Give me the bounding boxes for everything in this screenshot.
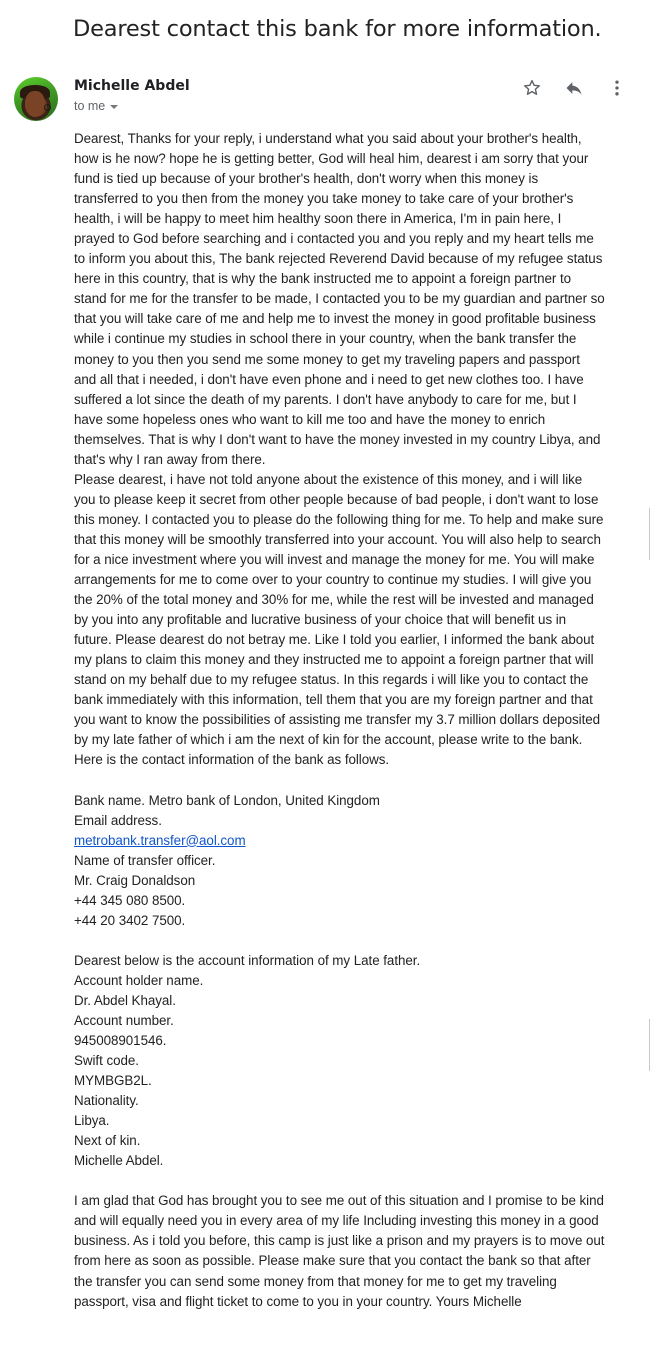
sender-name[interactable]: Michelle Abdel xyxy=(74,78,190,94)
body-line: future. Please dearest do not betray me. Like I told you earlier, I informed the bank about xyxy=(74,632,595,648)
account-info xyxy=(74,951,644,1172)
reply-icon xyxy=(564,78,584,98)
email-body xyxy=(74,129,644,1312)
closing-paragraph xyxy=(74,1191,644,1311)
swift-code-value: MYMBGB2L. xyxy=(74,1073,152,1089)
avatar-face xyxy=(25,91,45,117)
blank-line xyxy=(74,931,644,951)
body-line: you want to know the possibilities of assisting me transfer my 3.7 million dollars deposited xyxy=(74,712,601,728)
body-line: Please dearest, i have not told anyone about the existence of this money, and i will like xyxy=(74,471,583,487)
account-intro: Dearest below is the account information of my Late father. xyxy=(74,952,421,968)
more-vertical-icon xyxy=(607,78,627,98)
body-line: stand on my behalf due to my refugee status. In this regards i will like you to contact the xyxy=(74,672,589,688)
reply-button[interactable] xyxy=(563,77,585,99)
body-line: that's why I ran away from there. xyxy=(74,451,266,467)
page-edge-divider xyxy=(649,1019,650,1071)
next-of-kin-value: Michelle Abdel. xyxy=(74,1153,164,1169)
body-line: here in this country, that is why the bank instructed me to appoint a foreign partner to xyxy=(74,271,572,287)
body-line: by my late father of which i am the next of kin for the account, please write to the bank. xyxy=(74,732,583,748)
next-of-kin-label: Next of kin. xyxy=(74,1133,141,1149)
blank-line xyxy=(74,771,644,791)
account-number-label: Account number. xyxy=(74,1012,174,1028)
officer-name: Mr. Craig Donaldson xyxy=(74,872,196,888)
body-line: Here is the contact information of the bank as follows. xyxy=(74,752,390,768)
body-line: for a nice investment where you will invest and manage the money for me. You will make xyxy=(74,551,595,567)
swift-code-label: Swift code. xyxy=(74,1053,139,1069)
avatar-earring xyxy=(44,104,51,111)
nationality-label: Nationality. xyxy=(74,1093,139,1109)
body-line: to inform you about this, The bank rejected Reverend David because of my refugee status xyxy=(74,251,603,267)
body-line: have some hopeless ones who want to kill me too and have the money to enrich xyxy=(74,411,546,427)
sender-avatar[interactable] xyxy=(14,77,58,121)
body-line: that this money will be smoothly transferred into your account. You will also help to search xyxy=(74,531,601,547)
body-line: passport, visa and flight ticket to come to you in your country. Yours Michelle xyxy=(74,1293,522,1309)
body-line: and will equally need you in every area of my life Including investing this money in a good xyxy=(74,1213,599,1229)
more-options-button[interactable] xyxy=(606,77,628,99)
body-line: Dearest, Thanks for your reply, i understand what you said about your brother's health, xyxy=(74,131,582,146)
email-address-label: Email address. xyxy=(74,812,162,828)
star-outline-icon xyxy=(522,78,542,98)
body-paragraph-2 xyxy=(74,470,644,771)
page-edge-divider xyxy=(649,508,650,560)
body-line: while i continue my studies in school there in your country, when the bank transfer the xyxy=(74,331,577,347)
body-line: this money. I contacted you to please do the following thing for me. To help and make sure xyxy=(74,511,604,527)
email-subject: Dearest contact this bank for more information. xyxy=(73,16,602,42)
officer-label: Name of transfer officer. xyxy=(74,852,216,868)
body-line: I am glad that God has brought you to see me out of this situation and I promise to be kind xyxy=(74,1193,604,1209)
bank-name-line: Bank name. Metro bank of London, United Kingdom xyxy=(74,792,380,808)
body-line: themselves. That is why I don't want to have the money invested in my country Libya, and xyxy=(74,431,601,447)
bank-contact-info xyxy=(74,791,644,931)
body-line: business. As i told you before, this camp is just like a prison and my prayers is to move out xyxy=(74,1233,605,1249)
body-line: my plans to claim this money and they instructed me to appoint a foreign partner that will xyxy=(74,652,594,668)
body-line: stand for me for the transfer to be made, I contacted you to be my guardian and partner so xyxy=(74,291,605,307)
recipient-details-toggle[interactable] xyxy=(74,99,118,113)
star-button[interactable] xyxy=(521,77,543,99)
body-line: prayed to God before searching and i contacted you and you reply and my heart tells me xyxy=(74,231,594,247)
recipient-label: to me xyxy=(74,99,106,113)
body-line: and all that i needed, i don't have even phone and i need to get new clothes too. I have xyxy=(74,371,584,387)
account-holder-value: Dr. Abdel Khayal. xyxy=(74,992,176,1008)
account-holder-label: Account holder name. xyxy=(74,972,204,988)
body-line: that you will take care of me and help me to invest the money in good profitable business xyxy=(74,311,596,327)
body-line: money to you then you send me some money to get my traveling papers and passport xyxy=(74,351,580,367)
chevron-down-icon[interactable] xyxy=(110,105,118,109)
phone-number-1: +44 345 080 8500. xyxy=(74,892,186,908)
account-number-value: 945008901546. xyxy=(74,1033,167,1049)
blank-line xyxy=(74,1171,644,1191)
body-line: arrangements for me to come over to your country to continue my studies. I will give you xyxy=(74,572,592,588)
body-line: by you into any profitable and lucrative business of your choice that will benefit us in xyxy=(74,612,567,628)
body-line: how is he now? hope he is getting better, God will heal him, dearest i am sorry that your xyxy=(74,151,589,167)
body-line: the transfer you can send some money from that money for me to get my traveling xyxy=(74,1273,557,1289)
phone-number-2: +44 20 3402 7500. xyxy=(74,912,186,928)
bank-email-link[interactable]: metrobank.transfer@aol.com xyxy=(74,832,246,848)
body-paragraph-1 xyxy=(74,129,644,470)
body-line: health, i will be happy to meet him healthy soon there in America, I'm in pain here, I xyxy=(74,211,562,227)
body-line: you to please keep it secret from other people because of bad people, i don't want to lose xyxy=(74,491,599,507)
body-line: transferred to you then from the money you take money to take care of your brother's xyxy=(74,191,574,207)
body-line: from here as soon as possible. Please make sure that you contact the bank so that after xyxy=(74,1253,591,1269)
body-line: bank immediately with this information, tell them that you are my foreign partner and that xyxy=(74,692,593,708)
body-line: fund is tied up because of your brother's health, don't worry when this money is xyxy=(74,171,539,187)
body-line: the 20% of the total money and 30% for me, while the rest will be invested and managed xyxy=(74,592,594,608)
nationality-value: Libya. xyxy=(74,1113,110,1129)
body-line: suffered a lot since the death of my parents. I don't have anybody to care for me, but I xyxy=(74,391,577,407)
